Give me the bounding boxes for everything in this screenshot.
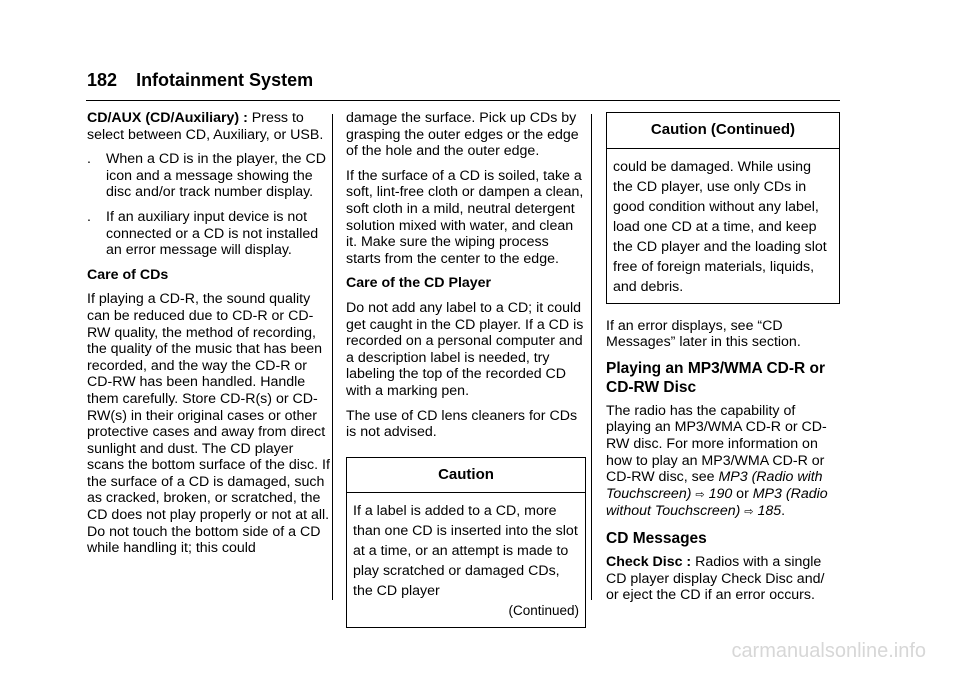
section-title: Infotainment System xyxy=(136,70,314,90)
watermark-text: carmanualsonline.info xyxy=(731,640,926,662)
care-cds-heading: Care of CDs xyxy=(87,266,169,283)
care-cds-text: If playing a CD-R, the sound quality can be reduced due to CD-R or CD-RW quality, the method of recording, the quality of the music that has been recorded, and the way the CD-R or CD-RW has been handled. Handle them carefully. Store CD-R(s) or CD-RW(s) in their original cases or other protective cases and away from direct sunlight and dust. The CD player scans the bottom surface of the disc. If the surface of a CD is damaged, such as cracked, broken, or scratched, the CD does not play properly or not at all. Do not touch the bottom side of a CD while handling it; this could xyxy=(87,291,330,557)
bullet-text: If an auxiliary input device is not connected or a CD is not installed an error message will display. xyxy=(106,208,319,259)
cd-aux-paragraph xyxy=(87,110,332,143)
page-ref-185[interactable]: 185 xyxy=(757,503,782,520)
check-disc-paragraph xyxy=(606,554,840,604)
column-1 xyxy=(87,110,332,565)
watermark xyxy=(0,640,960,663)
column-divider xyxy=(332,114,333,600)
caution-body xyxy=(607,149,839,303)
page-number: 182 xyxy=(87,70,118,90)
mp3-link-touchscreen[interactable]: MP3 (Radio with Touchscreen) xyxy=(606,469,823,502)
paragraph: damage the surface. Pick up CDs by grasping the outer edges or the edge of the hole and the outer edge. xyxy=(346,110,579,160)
caution-text: If a label is added to a CD, more than one CD is inserted into the slot at a time, or an attempt is made to play scratched or damaged CDs, the CD player xyxy=(353,503,578,600)
mp3-text: The radio has the capability of playing an MP3/WMA CD-R or CD-RW disc. For more information on how to play an MP3/WMA CD-R or CD-RW disc, see xyxy=(606,402,827,486)
cd-aux-label: CD/AUX (CD/Auxiliary) : xyxy=(87,110,248,126)
page-header xyxy=(87,70,313,100)
paragraph: Do not add any label to a CD; it could get caught in the CD player. If a CD is recorded on a personal computer and a description label is needed, try labeling the top of the recorded CD with a marking pen. xyxy=(346,299,584,399)
continued-label: (Continued) xyxy=(508,603,579,619)
mp3-link-no-touchscreen[interactable]: MP3 (Radio without Touchscreen) xyxy=(606,485,828,520)
check-disc-label: Check Disc : xyxy=(606,553,692,570)
page-ref-icon: ⇨ xyxy=(695,487,705,501)
or-text: or xyxy=(732,485,753,502)
paragraph: The use of CD lens cleaners for CDs is not advised. xyxy=(346,407,578,441)
bullet-text: When a CD is in the player, the CD icon and a message showing the disc and/or track number display. xyxy=(106,151,327,201)
page-ref-190[interactable]: 190 xyxy=(708,485,733,502)
list-item xyxy=(87,151,332,201)
list-item xyxy=(87,209,332,259)
column-3 xyxy=(606,110,840,612)
mp3-heading: Playing an MP3/WMA CD-R or CD-RW Disc xyxy=(606,359,826,396)
caution-continued-title: Caution (Continued) xyxy=(607,113,839,149)
caution-body xyxy=(347,493,585,627)
caution-box xyxy=(346,457,586,629)
column-2 xyxy=(346,110,586,628)
paragraph: If the surface of a CD is soiled, take a soft, lint-free cloth or dampen a clean, soft cloth in a mild, neutral detergent solution mixed with water, and clean it. Make sure the wiping process starts from the center to the edge. xyxy=(346,167,584,267)
error-paragraph: If an error displays, see “CD Messages” later in this section. xyxy=(606,317,801,351)
check-disc-text: Radios with a single CD player display Check Disc and/ or eject the CD if an error occurs. xyxy=(606,553,825,604)
column-divider xyxy=(591,114,592,600)
caution-title: Caution xyxy=(347,458,585,494)
mp3-paragraph: The radio has the capability of playing an MP3/WMA CD-R or CD-RW disc. For more information on how to play an MP3/WMA CD-R or CD-RW disc, see MP3 (Radio with Touchscreen) ⇨ 190 or MP3 (Radio without Touchscreen) ⇨ 185. xyxy=(606,402,828,520)
bullet-marker: . xyxy=(87,151,91,168)
page-ref-icon: ⇨ xyxy=(744,505,754,519)
caution-continued-text: could be damaged. While using the CD player, use only CDs in good condition without any label, load one CD at a time, and keep the CD player and the loading slot free of foreign materials, liquids, and debris. xyxy=(613,158,827,295)
caution-continued-box xyxy=(606,112,840,304)
cd-messages-heading: CD Messages xyxy=(606,529,707,547)
bullet-marker: . xyxy=(87,208,91,225)
header-rule xyxy=(86,100,840,101)
care-player-heading: Care of the CD Player xyxy=(346,275,492,292)
cd-aux-text: Press to select between CD, Auxiliary, or USB. xyxy=(87,110,324,143)
